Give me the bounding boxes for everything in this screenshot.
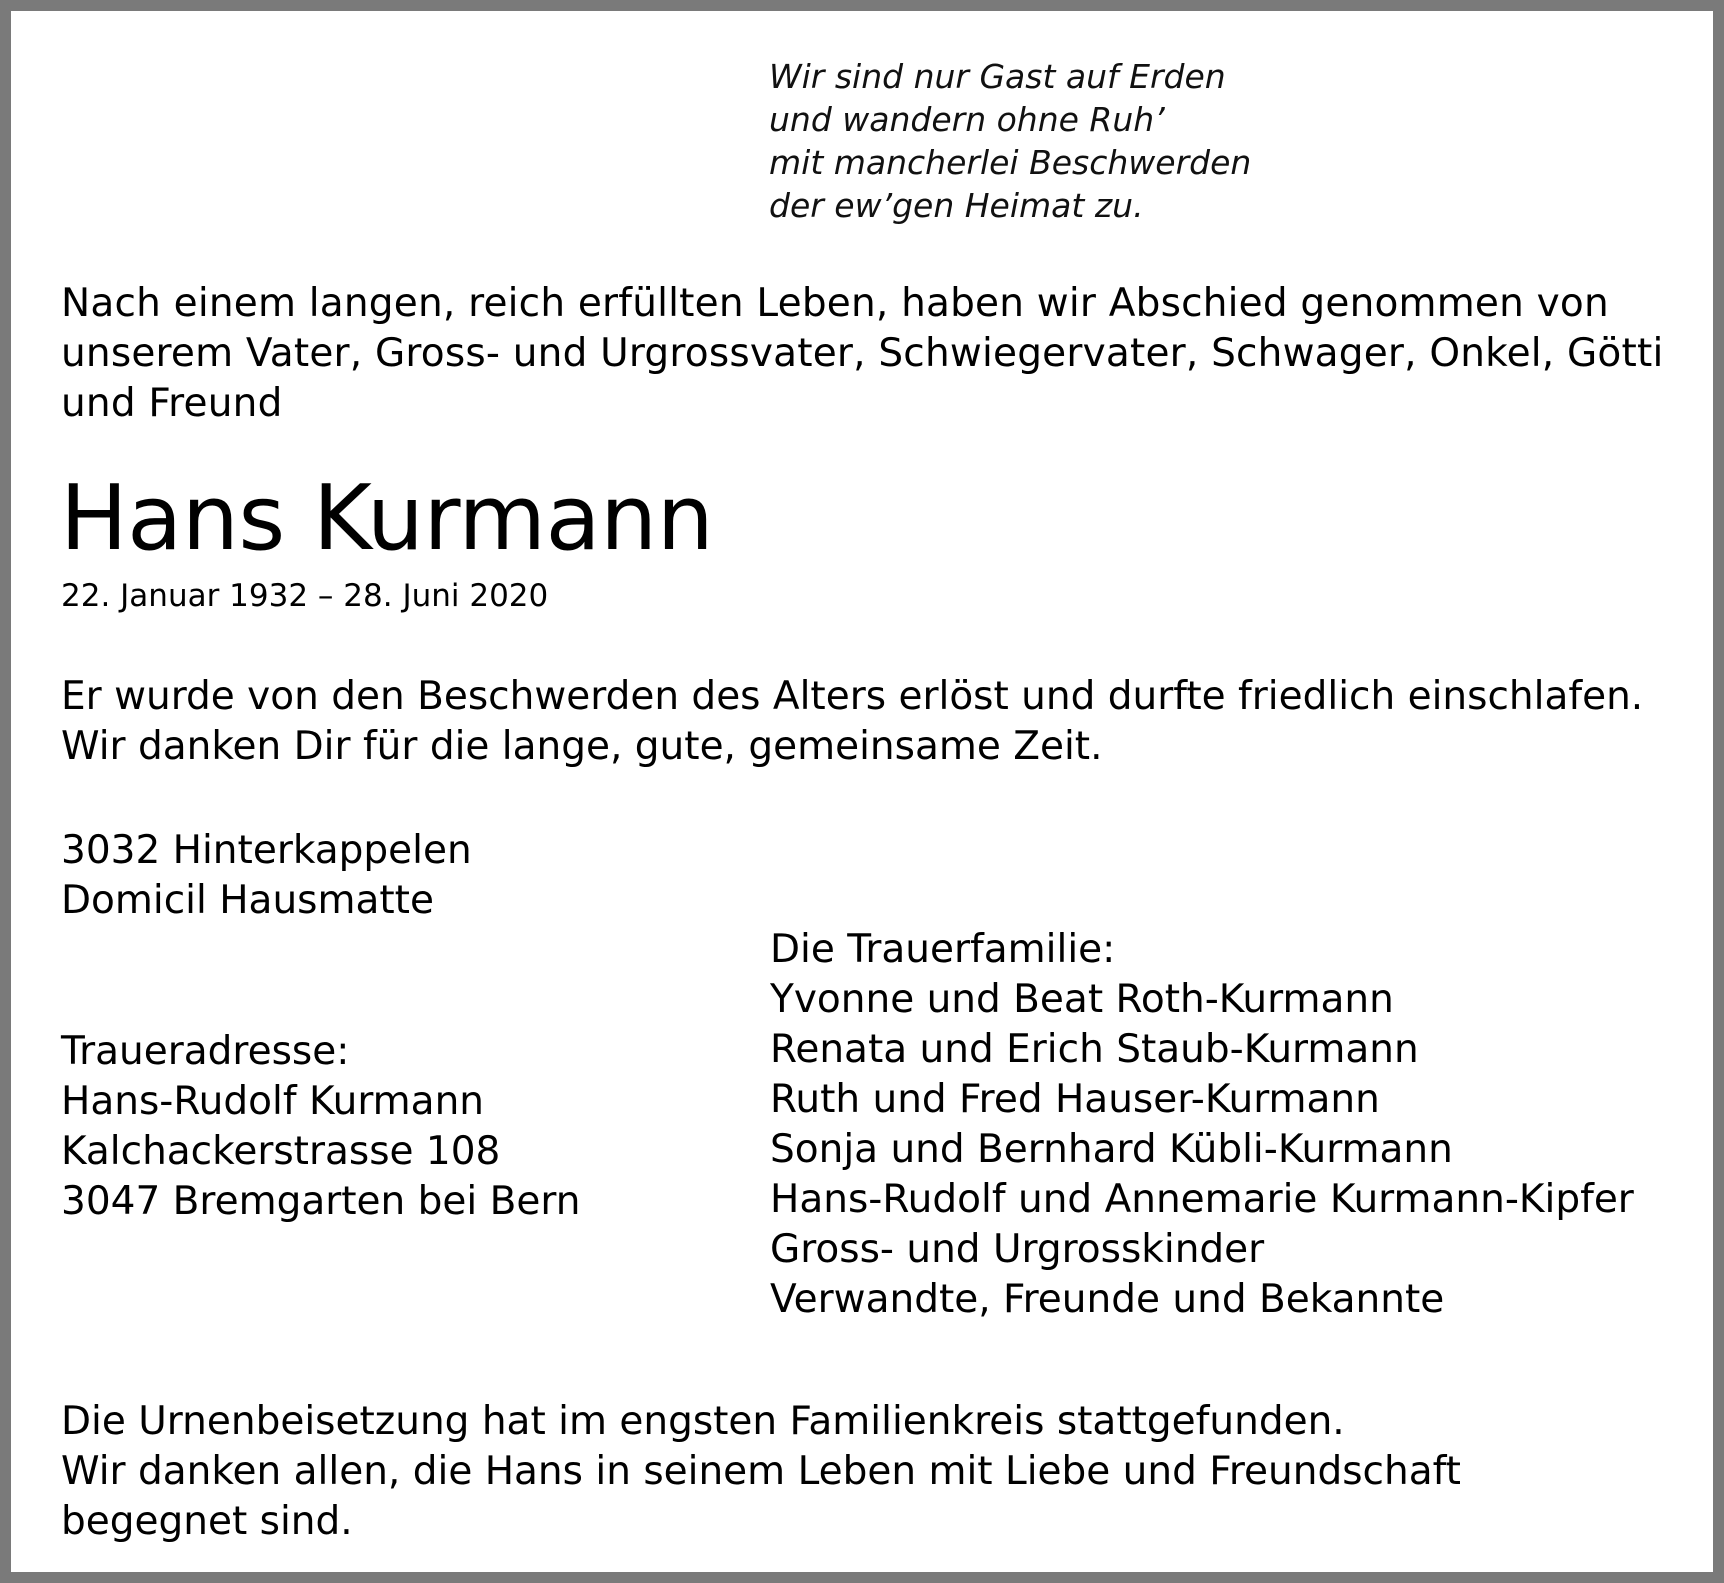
closing-paragraph [61,1397,1461,1547]
intro-line: unserem Vater, Gross- und Urgrossvater, Schwiegervater, Schwager, Onkel, Götti [61,331,1664,376]
mourning-address-line: Hans-Rudolf Kurmann [61,1079,485,1124]
closing-line: Die Urnenbeisetzung hat im engsten Familienkreis stattgefunden. [61,1399,1345,1444]
closing-line: Wir danken allen, die Hans in seinem Leben mit Liebe und Freundschaft [61,1449,1461,1494]
family-member: Verwandte, Freunde und Bekannte [770,1277,1445,1322]
family-member: Ruth und Fred Hauser-Kurmann [770,1077,1380,1122]
family-member: Renata und Erich Staub-Kurmann [770,1027,1419,1072]
family-member: Gross- und Urgrosskinder [770,1227,1265,1272]
poem-verse [769,55,1251,227]
poem-line: mit mancherlei Beschwerden [769,143,1252,182]
poem-line: Wir sind nur Gast auf Erden [769,57,1226,96]
life-dates: 22. Januar 1932 – 28. Juni 2020 [61,578,549,614]
message-line: Er wurde von den Beschwerden des Alters erlöst und durfte friedlich einschlafen. [61,674,1644,719]
farewell-message [61,672,1643,772]
intro-line: Nach einem langen, reich erfüllten Leben, haben wir Abschied genommen von [61,281,1609,326]
residence-address [61,826,472,926]
family-heading: Die Trauerfamilie: [770,927,1116,972]
message-line: Wir danken Dir für die lange, gute, gemeinsame Zeit. [61,724,1103,769]
intro-line: und Freund [61,381,283,426]
poem-line: der ew’gen Heimat zu. [769,186,1144,225]
residence-line: 3032 Hinterkappelen [61,828,472,873]
deceased-name: Hans Kurmann [60,466,714,571]
mourning-address-line: Kalchackerstrasse 108 [61,1129,501,1174]
intro-paragraph [61,279,1664,429]
mourning-address-label: Traueradresse: [61,1029,350,1074]
obituary-card [11,11,1713,1572]
poem-line: und wandern ohne Ruh’ [769,100,1165,139]
closing-line: begegnet sind. [61,1499,353,1544]
mourning-address-line: 3047 Bremgarten bei Bern [61,1179,581,1224]
mourning-family [770,925,1634,1325]
residence-line: Domicil Hausmatte [61,878,434,923]
mourning-address [61,1027,580,1227]
family-member: Sonja und Bernhard Kübli-Kurmann [770,1127,1453,1172]
family-member: Hans-Rudolf und Annemarie Kurmann-Kipfer [770,1177,1634,1222]
family-member: Yvonne und Beat Roth-Kurmann [770,977,1394,1022]
